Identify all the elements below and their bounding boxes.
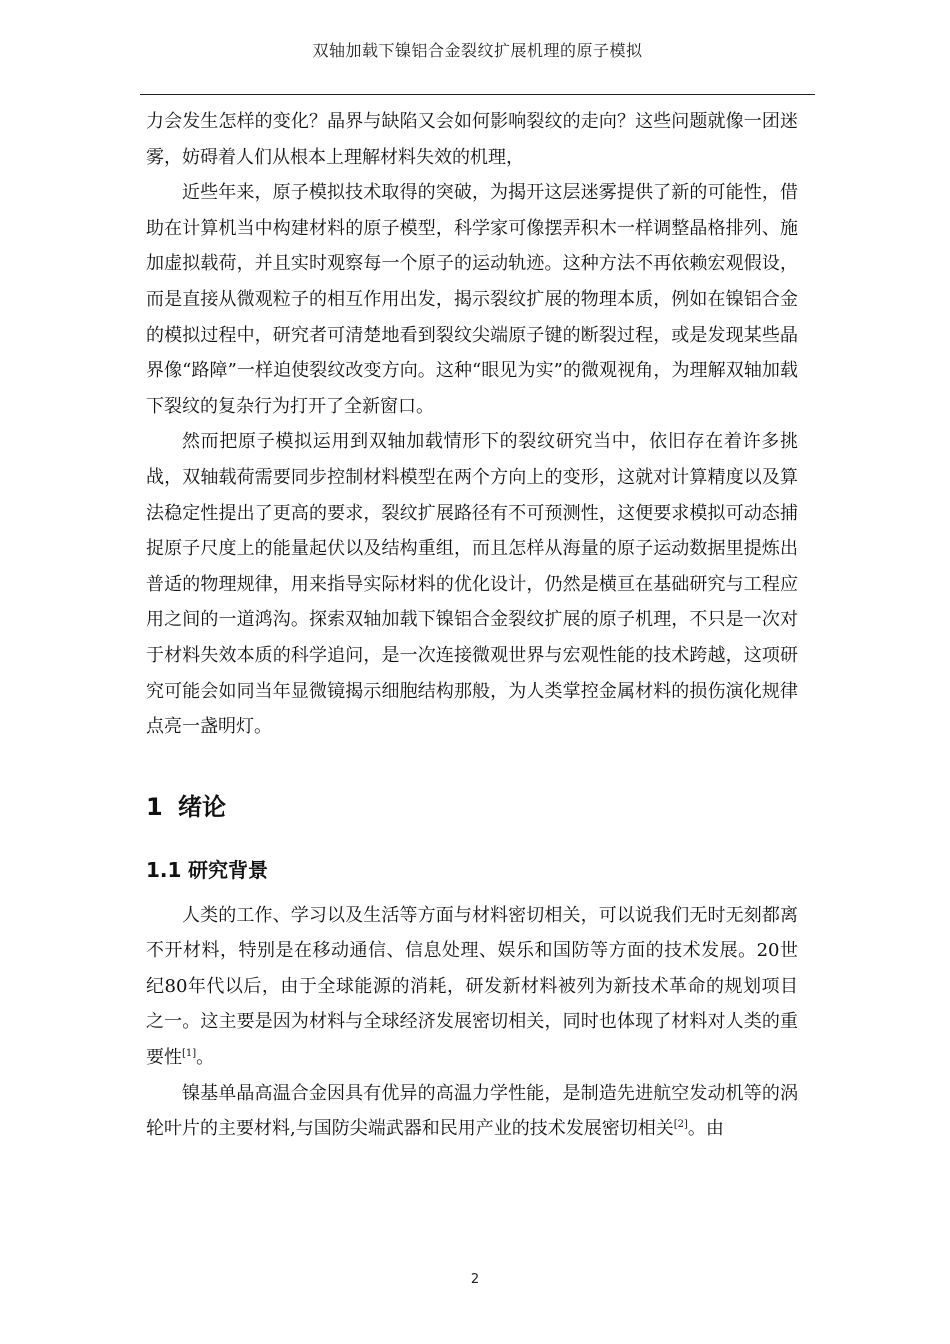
section-title: 研究背景 (188, 857, 268, 882)
citation-ref[interactable]: [2] (673, 1119, 688, 1131)
paragraph-tail: 。由 (687, 1118, 724, 1140)
chapter-heading (146, 791, 798, 823)
section-number: 1.1 (146, 857, 182, 882)
paragraph-tail: 。 (196, 1047, 215, 1069)
paragraph-text: 人类的工作、学习以及生活等方面与材料密切相关，可以说我们无时无刻都离不开材料，特别是在移动通信、信息处理、娱乐和国防等方面的技术发展。20世纪80年代以后，由于全球能源的消耗，研发新材料被列为新技术革命的规划项目之一。这主要是因为材料与全球经济发展密切相关，同时也体现了材料对人类的重要性 (146, 904, 798, 1069)
body-text (146, 104, 798, 1147)
chapter-title: 绪论 (178, 792, 226, 821)
paragraph-materials (146, 898, 798, 1076)
header-rule (140, 94, 815, 95)
paragraph-superalloy (146, 1076, 798, 1147)
paragraph-continued: 力会发生怎样的变化？晶界与缺陷又会如何影响裂纹的走向？这些问题就像一团迷雾，妨碍着人们从根本上理解材料失效的机理， (146, 111, 798, 168)
paragraph-challenges: 然而把原子模拟运用到双轴加载情形下的裂纹研究当中，依旧存在着许多挑战，双轴载荷需要同步控制材料模型在两个方向上的变形，这就对计算精度以及算法稳定性提出了更高的要求，裂纹扩展路径有不可预测性，这便要求模拟可动态捕捉原子尺度上的能量起伏以及结构重组，而且怎样从海量的原子运动数据里提炼出普适的物理规律，用来指导实际材料的优化设计，仍然是横亘在基础研究与工程应用之间的一道鸿沟。探索双轴加载下镍铝合金裂纹扩展的原子机理，不只是一次对于材料失效本质的科学追问，是一次连接微观世界与宏观性能的技术跨越，这项研究可能会如同当年显微镜揭示细胞结构那般，为人类掌控金属材料的损伤演化规律点亮一盏明灯。 (146, 431, 798, 738)
paragraph-atomic-simulation: 近些年来，原子模拟技术取得的突破，为揭开这层迷雾提供了新的可能性，借助在计算机当中构建材料的原子模型，科学家可像摆弄积木一样调整晶格排列、施加虚拟载荷，并且实时观察每一个原子的运动轨迹。这种方法不再依赖宏观假设，而是直接从微观粒子的相互作用出发，揭示裂纹扩展的物理本质，例如在镍铝合金的模拟过程中，研究者可清楚地看到裂纹尖端原子键的断裂过程，或是发现某些晶界像“路障”一样迫使裂纹改变方向。这种“眼见为实”的微观视角，为理解双轴加载下裂纹的复杂行为打开了全新窗口。 (146, 182, 798, 417)
running-header: 双轴加载下镍铝合金裂纹扩展机理的原子模拟 (312, 41, 643, 60)
page-number: 2 (470, 1272, 480, 1287)
citation-ref[interactable]: [1] (182, 1048, 197, 1060)
section-heading (146, 856, 798, 884)
paragraph-text: 镍基单晶高温合金因具有优异的高温力学性能，是制造先进航空发动机等的涡轮叶片的主要材料,与国防尖端武器和民用产业的技术发展密切相关 (146, 1082, 798, 1140)
chapter-number: 1 (146, 792, 163, 821)
